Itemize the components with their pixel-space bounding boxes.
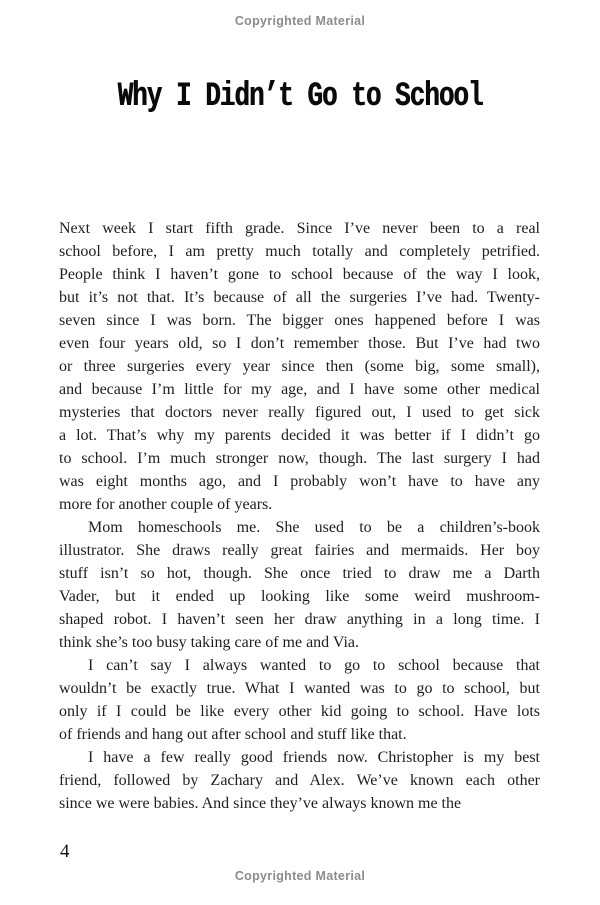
- text-line: think she’s too busy taking care of me and Via.: [59, 634, 360, 651]
- text-line: or three surgeries every year since then (some big, some small),: [59, 358, 540, 375]
- text-line: wouldn’t be exactly true. What I wanted was to go to school, but: [59, 680, 540, 697]
- text-line: illustrator. She draws really great fairies and mermaids. Her boy: [59, 542, 540, 559]
- chapter-title: Why I Didn’t Go to School: [117, 76, 483, 116]
- text-line: to school. I’m much stronger now, though. The last surgery I had: [59, 450, 540, 467]
- text-line: Next week I start fifth grade. Since I’ve never been to a real: [59, 220, 540, 237]
- text-line: but it’s not that. It’s because of all the surgeries I’ve had. Twenty-: [59, 289, 540, 306]
- text-line: since we were babies. And since they’ve always known me the: [59, 795, 462, 812]
- text-line: friend, followed by Zachary and Alex. We’ve known each other: [59, 772, 540, 789]
- body-text: [59, 217, 540, 815]
- text-line: I can’t say I always wanted to go to school because that: [88, 657, 540, 674]
- text-line: I have a few really good friends now. Christopher is my best: [88, 749, 540, 766]
- paragraph: [59, 654, 540, 746]
- text-line: seven since I was born. The bigger ones happened before I was: [59, 312, 540, 329]
- text-line: People think I haven’t gone to school because of the way I look,: [59, 266, 540, 283]
- paragraph: [59, 217, 540, 516]
- text-line: mysteries that doctors never really figured out, I used to get sick: [59, 404, 540, 421]
- copyright-banner-bottom: Copyrighted Material: [234, 869, 366, 883]
- text-line: stuff isn’t so hot, though. She once tried to draw me a Darth: [59, 565, 540, 582]
- text-line: school before, I am pretty much totally and completely petrified.: [59, 243, 540, 260]
- paragraph: [59, 516, 540, 654]
- text-line: a lot. That’s why my parents decided it was better if I didn’t go: [59, 427, 540, 444]
- text-line: was eight months ago, and I probably won’t have to have any: [59, 473, 540, 490]
- text-line: even four years old, so I don’t remember those. But I’ve had two: [59, 335, 540, 352]
- text-line: shaped robot. I haven’t seen her draw anything in a long time. I: [59, 611, 540, 628]
- text-line: Mom homeschools me. She used to be a children’s-book: [88, 519, 540, 536]
- paragraph: [59, 746, 540, 815]
- text-line: and because I’m little for my age, and I have some other medical: [59, 381, 540, 398]
- text-line: only if I could be like every other kid going to school. Have lots: [59, 703, 540, 720]
- copyright-banner-top: Copyrighted Material: [234, 14, 366, 28]
- text-line: Vader, but it ended up looking like some weird mushroom-: [59, 588, 540, 605]
- text-line: of friends and hang out after school and stuff like that.: [59, 726, 407, 743]
- text-line: more for another couple of years.: [59, 496, 273, 513]
- page-number: 4: [60, 841, 70, 862]
